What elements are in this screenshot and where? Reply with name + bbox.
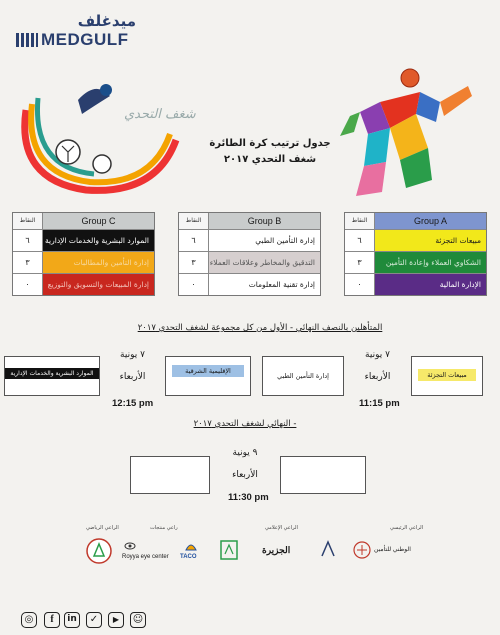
snapchat-icon[interactable]: ☺ bbox=[130, 612, 146, 628]
eye-icon bbox=[124, 540, 136, 552]
logo-latin-text: MEDGULF bbox=[41, 30, 129, 49]
challenge-badge-illustration bbox=[6, 70, 196, 200]
side-badge-text: شغف التحدي bbox=[124, 107, 196, 122]
points-cell: ٠ bbox=[13, 274, 43, 295]
group-header bbox=[179, 213, 320, 229]
title-line-1: جدول ترتيب كرة الطائرة bbox=[209, 138, 331, 149]
points-cell: ٦ bbox=[345, 230, 375, 251]
facebook-icon[interactable]: f bbox=[44, 612, 60, 628]
sponsor-aljazirah: الجزيرة bbox=[262, 545, 291, 555]
final-day: الأربعاء bbox=[232, 470, 258, 480]
sponsor-caption-media: الراعي الإعلامي bbox=[265, 525, 298, 531]
points-cell: ٣ bbox=[179, 252, 209, 273]
points-cell: ٦ bbox=[13, 230, 43, 251]
match1-team-left: إدارة التأمين الطبي bbox=[277, 372, 329, 380]
match1-day: الأربعاء bbox=[364, 372, 391, 382]
points-cell: ٣ bbox=[345, 252, 375, 273]
table-row bbox=[13, 251, 154, 273]
sponsor-caption-sports: الراعي الرياضي bbox=[86, 525, 119, 531]
final-team-left-box bbox=[130, 456, 210, 494]
team-cell: إدارة التأمين الطبي bbox=[255, 236, 315, 245]
team-cell: إدارة المبيعات والتسويق والتوزيع bbox=[43, 274, 154, 295]
semifinal-title: المتأهلين بالنصف النهائي - الأول من كل مجموعة لشغف التحدي ٢٠١٧ bbox=[137, 323, 383, 333]
group-header bbox=[345, 213, 486, 229]
points-header: النقاط bbox=[13, 213, 43, 229]
final-title: - النهائي لشغف التحدي ٢٠١٧ bbox=[193, 419, 297, 429]
taco-logo-icon bbox=[184, 540, 198, 552]
table-row bbox=[345, 229, 486, 251]
match2-team-left: الموارد البشرية والخدمات الإدارية bbox=[5, 368, 99, 379]
points-header: النقاط bbox=[345, 213, 375, 229]
team-cell: الموارد البشرية والخدمات الإدارية bbox=[43, 230, 154, 251]
logo-mark-icon bbox=[16, 33, 38, 47]
group-header bbox=[13, 213, 154, 229]
group-name: Group B bbox=[209, 213, 320, 229]
twitter-icon[interactable]: ✓ bbox=[86, 612, 102, 628]
match1-team-left-box bbox=[262, 356, 344, 396]
sponsor-royya: Royya eye center bbox=[122, 554, 169, 560]
points-cell: ٦ bbox=[179, 230, 209, 251]
group-name: Group A bbox=[375, 213, 486, 229]
match2-team-left-box bbox=[4, 356, 100, 396]
table-row bbox=[13, 273, 154, 295]
team-cell: إدارة التأمين والمطالبات bbox=[43, 252, 154, 273]
group-b-table bbox=[178, 212, 321, 296]
table-row bbox=[179, 229, 320, 251]
team-cell: مبيعات التجزئة bbox=[375, 230, 486, 251]
match2-team-right-box bbox=[165, 356, 251, 396]
logo-arabic-text: ميدغلف bbox=[77, 12, 136, 30]
table-row bbox=[179, 273, 320, 295]
table-row bbox=[13, 229, 154, 251]
media-sponsor-logo bbox=[318, 538, 338, 560]
page-title bbox=[200, 136, 340, 168]
match2-day: الأربعاء bbox=[119, 372, 146, 382]
final-time: 11:30 pm bbox=[228, 492, 269, 503]
social-bar bbox=[0, 606, 500, 635]
linkedin-icon[interactable]: in bbox=[64, 612, 80, 628]
products-sponsor-logo bbox=[218, 538, 240, 562]
final-team-right-box bbox=[280, 456, 366, 494]
table-row bbox=[179, 251, 320, 273]
team-cell: التدقيق والمخاطر وعلاقات العملاء bbox=[209, 252, 320, 273]
match2-team-right: الإقليمية الشرقية bbox=[172, 365, 244, 377]
match2-date: ٧ يونية bbox=[120, 350, 145, 360]
points-cell: ٠ bbox=[179, 274, 209, 295]
youtube-icon[interactable]: ▶ bbox=[108, 612, 124, 628]
final-date: ٩ يونية bbox=[232, 448, 258, 458]
group-c-table bbox=[12, 212, 155, 296]
match1-time: 11:15 pm bbox=[359, 398, 400, 409]
match2-time: 12:15 pm bbox=[112, 398, 154, 409]
group-name: Group C bbox=[43, 213, 154, 229]
sponsor-caption-products: راعي منتجات bbox=[150, 525, 178, 531]
team-cell: الإدارة المالية bbox=[375, 274, 486, 295]
table-row bbox=[345, 273, 486, 295]
match1-team-right-box bbox=[411, 356, 483, 396]
match1-team-right: مبيعات التجزئة bbox=[418, 369, 476, 381]
sports-sponsor-logo bbox=[84, 536, 114, 566]
sponsor-taco: TACO bbox=[180, 554, 197, 560]
group-a-table bbox=[344, 212, 487, 296]
team-cell: الشكاوي العملاء وإعادة التأمين bbox=[375, 252, 486, 273]
team-cell: إدارة تقنية المعلومات bbox=[248, 280, 315, 289]
points-cell: ٠ bbox=[345, 274, 375, 295]
match1-date: ٧ يونية bbox=[365, 350, 390, 360]
instagram-icon[interactable]: ◎ bbox=[21, 612, 37, 628]
volleyball-player-illustration bbox=[320, 62, 490, 202]
main-sponsor-emblem bbox=[352, 540, 372, 560]
title-line-2: شغف التحدي ٢٠١٧ bbox=[223, 154, 317, 165]
points-cell: ٣ bbox=[13, 252, 43, 273]
points-header: النقاط bbox=[179, 213, 209, 229]
sponsor-caption-main: الراعي الرئيسي bbox=[390, 525, 424, 531]
sponsor-alwataniya: الوطني للتأمين bbox=[374, 547, 411, 553]
table-row bbox=[345, 251, 486, 273]
medgulf-logo bbox=[16, 12, 136, 52]
